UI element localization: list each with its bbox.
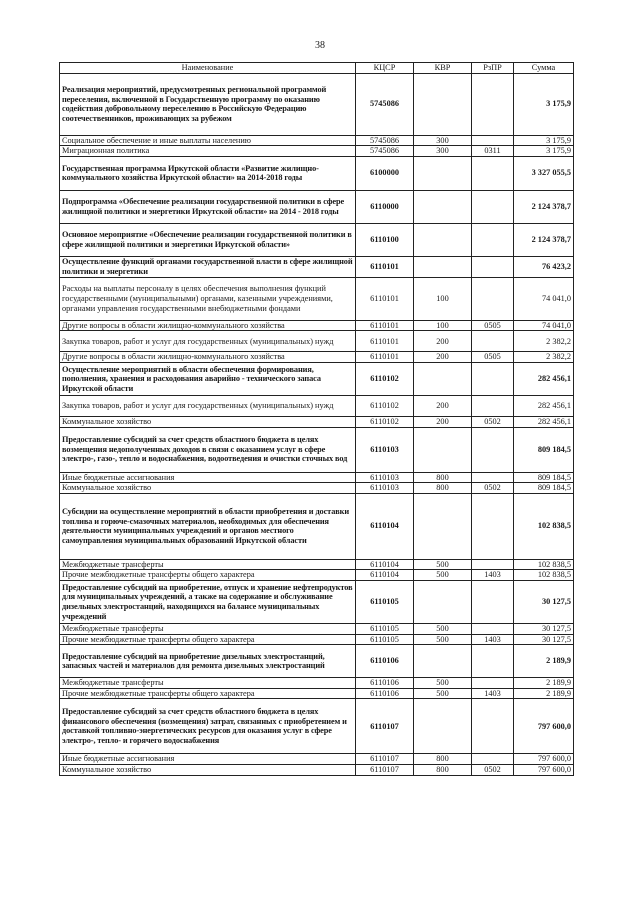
cell-rzpr [472,395,514,416]
cell-kvr: 100 [414,320,472,331]
cell-sum: 797 600,0 [514,764,574,775]
cell-kcsr: 6110101 [356,320,414,331]
cell-kvr: 200 [414,395,472,416]
cell-kcsr: 6110103 [356,483,414,494]
table-row [60,135,574,146]
cell-sum: 2 189,9 [514,688,574,699]
table-row [60,331,574,352]
table-row [60,223,574,256]
table-row [60,754,574,765]
table-row [60,688,574,699]
cell-kcsr: 6110107 [356,699,414,754]
cell-kcsr: 6110101 [356,331,414,352]
cell-kcsr: 6110100 [356,223,414,256]
header-rzpr: РзПР [472,63,514,74]
cell-kvr [414,699,472,754]
cell-rzpr: 1403 [472,688,514,699]
cell-kvr: 800 [414,483,472,494]
cell-kvr [414,645,472,678]
cell-rzpr [472,223,514,256]
table-row [60,623,574,634]
cell-kvr [414,362,472,395]
cell-rzpr: 0502 [472,483,514,494]
table-row [60,73,574,135]
cell-kvr: 300 [414,146,472,157]
cell-kcsr: 6110104 [356,493,414,559]
cell-sum: 2 382,2 [514,352,574,363]
cell-rzpr [472,623,514,634]
cell-rzpr [472,190,514,223]
page-number: 38 [315,40,325,51]
cell-rzpr: 0505 [472,320,514,331]
table-row [60,427,574,472]
cell-rzpr [472,754,514,765]
table-row [60,416,574,427]
cell-kvr: 500 [414,570,472,581]
table-row [60,156,574,190]
cell-kvr [414,580,472,623]
cell-kvr: 500 [414,678,472,689]
table-row [60,352,574,363]
cell-kvr: 200 [414,331,472,352]
cell-sum: 2 124 378,7 [514,223,574,256]
cell-kcsr: 6110105 [356,623,414,634]
table-header-row [60,63,574,74]
cell-kvr: 800 [414,764,472,775]
cell-kvr: 500 [414,623,472,634]
cell-sum: 3 175,9 [514,135,574,146]
cell-kcsr: 6110107 [356,764,414,775]
cell-kcsr: 6110107 [356,754,414,765]
header-name: Наименование [60,63,356,74]
cell-name: Коммунальное хозяйство [60,483,356,494]
cell-rzpr [472,678,514,689]
cell-kvr: 200 [414,416,472,427]
cell-kcsr: 6110106 [356,645,414,678]
cell-sum: 30 127,5 [514,634,574,645]
cell-sum: 2 189,9 [514,645,574,678]
cell-rzpr: 0502 [472,764,514,775]
cell-sum: 809 184,5 [514,483,574,494]
cell-sum: 102 838,5 [514,559,574,570]
cell-kvr: 500 [414,688,472,699]
cell-sum: 2 124 378,7 [514,190,574,223]
table-row [60,645,574,678]
cell-sum: 797 600,0 [514,699,574,754]
cell-name: Прочие межбюджетные трансферты общего характера [60,570,356,581]
cell-kvr: 500 [414,634,472,645]
cell-kcsr: 6110101 [356,277,414,320]
cell-name: Закупка товаров, работ и услуг для государственных (муниципальных) нужд [60,331,356,352]
cell-kcsr: 6110106 [356,688,414,699]
table-row [60,395,574,416]
table-row [60,580,574,623]
table-row [60,764,574,775]
table-row [60,146,574,157]
cell-kcsr: 5745086 [356,73,414,135]
cell-kcsr: 6110106 [356,678,414,689]
table-row [60,678,574,689]
cell-name: Другие вопросы в области жилищно-коммунального хозяйства [60,320,356,331]
cell-sum: 282 456,1 [514,395,574,416]
table-row [60,472,574,483]
budget-table [59,62,574,776]
cell-rzpr [472,331,514,352]
cell-kcsr: 5745086 [356,135,414,146]
cell-sum: 74 041,0 [514,320,574,331]
cell-kvr: 800 [414,754,472,765]
cell-kvr [414,73,472,135]
cell-rzpr [472,472,514,483]
cell-rzpr [472,427,514,472]
cell-kcsr: 6110102 [356,416,414,427]
cell-name: Миграционная политика [60,146,356,157]
cell-kcsr: 6110104 [356,559,414,570]
table-row [60,483,574,494]
cell-kcsr: 6110101 [356,352,414,363]
cell-rzpr: 0502 [472,416,514,427]
table-row [60,277,574,320]
cell-kcsr: 6110103 [356,427,414,472]
cell-rzpr [472,156,514,190]
cell-rzpr: 0505 [472,352,514,363]
cell-rzpr [472,645,514,678]
cell-name: Межбюджетные трансферты [60,623,356,634]
cell-sum: 3 175,9 [514,146,574,157]
cell-name: Закупка товаров, работ и услуг для государственных (муниципальных) нужд [60,395,356,416]
cell-sum: 282 456,1 [514,416,574,427]
cell-name: Осуществление мероприятий в области обеспечения формирования, пополнения, хранения и расходования аварийно - технического запаса Иркутской области [60,362,356,395]
cell-name: Коммунальное хозяйство [60,416,356,427]
cell-sum: 3 327 055,5 [514,156,574,190]
cell-name: Иные бюджетные ассигнования [60,472,356,483]
cell-name: Субсидии на осуществление мероприятий в области приобретения и доставки топлива и горюче-смазочных материалов, необходимых для обеспечения деятельности муниципальных учреждений и органов местного самоуправления муниципальных образований Иркутской области [60,493,356,559]
table-row [60,190,574,223]
cell-rzpr: 1403 [472,634,514,645]
cell-name: Коммунальное хозяйство [60,764,356,775]
cell-name: Иные бюджетные ассигнования [60,754,356,765]
cell-sum: 809 184,5 [514,472,574,483]
table-body [60,73,574,775]
cell-name: Государственная программа Иркутской области «Развитие жилищно-коммунального хозяйства Иркутской области» на 2014-2018 годы [60,156,356,190]
cell-name: Предоставление субсидий за счет средств областного бюджета в целях возмещения недополученных доходов в связи с оказанием услуг в сфере электро-, газо-, тепло и водоснабжения, водоотведения и очистки сточных вод [60,427,356,472]
cell-kcsr: 6110105 [356,634,414,645]
cell-rzpr [472,73,514,135]
cell-name: Другие вопросы в области жилищно-коммунального хозяйства [60,352,356,363]
cell-rzpr [472,493,514,559]
cell-sum: 282 456,1 [514,362,574,395]
cell-name: Предоставление субсидий на приобретение, отпуск и хранение нефтепродуктов для муниципальных учреждений, а также на содержание и обслуживание дизельных электростанций, находящихся на балансе муниципальных учреждений [60,580,356,623]
cell-rzpr [472,580,514,623]
cell-name: Реализация мероприятий, предусмотренных региональной программой переселения, включенной в Государственную программу по оказанию содействия добровольному переселению в Российскую Федерацию соотечественников, проживающих за рубежом [60,73,356,135]
cell-rzpr [472,135,514,146]
cell-rzpr [472,699,514,754]
cell-kcsr: 6110101 [356,256,414,277]
cell-rzpr [472,256,514,277]
table-row [60,320,574,331]
cell-kvr [414,156,472,190]
cell-rzpr [472,362,514,395]
cell-sum: 809 184,5 [514,427,574,472]
cell-rzpr: 0311 [472,146,514,157]
cell-kvr: 300 [414,135,472,146]
header-kcsr: КЦСР [356,63,414,74]
cell-name: Основное мероприятие «Обеспечение реализации государственной политики в сфере жилищной политики и энергетики Иркутской области» [60,223,356,256]
cell-name: Межбюджетные трансферты [60,559,356,570]
cell-kcsr: 6100000 [356,156,414,190]
cell-name: Межбюджетные трансферты [60,678,356,689]
cell-sum: 30 127,5 [514,623,574,634]
cell-kvr [414,493,472,559]
table-row [60,634,574,645]
cell-kcsr: 6110000 [356,190,414,223]
table-row [60,493,574,559]
cell-kvr: 800 [414,472,472,483]
cell-name: Прочие межбюджетные трансферты общего характера [60,688,356,699]
cell-name: Прочие межбюджетные трансферты общего характера [60,634,356,645]
cell-kvr [414,427,472,472]
cell-sum: 102 838,5 [514,570,574,581]
cell-name: Предоставление субсидий за счет средств областного бюджета в целях финансового обеспечения (возмещения) затрат, связанных с приобретением и доставкой топливно-энергетических ресурсов для оказания услуг в сфере электро-, тепло- и горячего водоснабжения [60,699,356,754]
cell-kvr: 200 [414,352,472,363]
cell-kcsr: 6110104 [356,570,414,581]
cell-name: Социальное обеспечение и иные выплаты населению [60,135,356,146]
table-row [60,362,574,395]
cell-kcsr: 5745086 [356,146,414,157]
cell-name: Осуществление функций органами государственной власти в сфере жилищной политики и энергетики [60,256,356,277]
cell-kvr [414,190,472,223]
cell-kvr: 500 [414,559,472,570]
cell-sum: 2 382,2 [514,331,574,352]
cell-name: Подпрограмма «Обеспечение реализации государственной политики в сфере жилищной политики и энергетики Иркутской области» на 2014 - 2018 годы [60,190,356,223]
cell-sum: 74 041,0 [514,277,574,320]
cell-kvr: 100 [414,277,472,320]
table-row [60,256,574,277]
cell-sum: 30 127,5 [514,580,574,623]
cell-kcsr: 6110103 [356,472,414,483]
cell-kvr [414,256,472,277]
cell-name: Расходы на выплаты персоналу в целях обеспечения выполнения функций государственными (муниципальными) органами, казенными учреждениями, органами управления государственными внебюджетными фондами [60,277,356,320]
cell-name: Предоставление субсидий на приобретение дизельных электростанций, запасных частей и материалов для ремонта дизельных электростанций [60,645,356,678]
cell-rzpr: 1403 [472,570,514,581]
table-row [60,699,574,754]
cell-sum: 797 600,0 [514,754,574,765]
table-row [60,559,574,570]
cell-sum: 76 423,2 [514,256,574,277]
header-sum: Сумма [514,63,574,74]
cell-sum: 2 189,9 [514,678,574,689]
cell-kcsr: 6110105 [356,580,414,623]
header-kvr: КВР [414,63,472,74]
cell-kvr [414,223,472,256]
cell-sum: 3 175,9 [514,73,574,135]
table-row [60,570,574,581]
cell-rzpr [472,559,514,570]
cell-kcsr: 6110102 [356,362,414,395]
cell-rzpr [472,277,514,320]
cell-sum: 102 838,5 [514,493,574,559]
cell-kcsr: 6110102 [356,395,414,416]
